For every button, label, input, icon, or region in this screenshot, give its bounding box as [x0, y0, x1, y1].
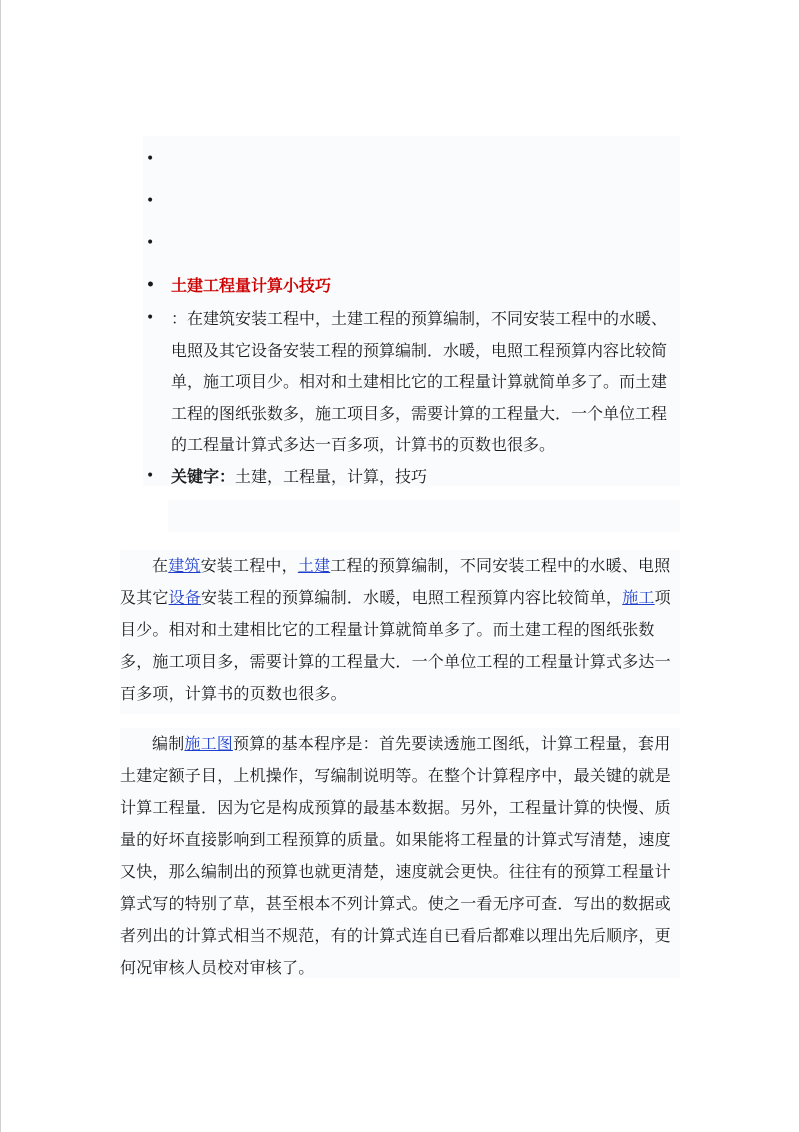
bullet-icon: •	[146, 310, 155, 326]
article-paragraph-2: 编制施工图预算的基本程序是：首先要读透施工图纸，计算工程量，套用土建定额子目，上机操作，写编制说明等。在整个计算程序中，最关键的就是计算工程量．因为它是构成预算的最基本数据。另外，工程量计算的快慢、质量的好坏直接影响到工程预算的质量。如果能将工程量的计算式写清楚，速度又快，那么编制出的预算也就更清楚，速度就会更快。往往有的预算工程量计算式写的特别了草，甚至根本不列计算式。使之一看无序可查．写出的数据或者列出的计算式相当不规范，有的计算式连自已看后都难以理出先后顺序，更何况审核人员校对审核了。	[120, 728, 680, 978]
link-jianzhu[interactable]: 建筑	[168, 556, 201, 575]
summary-strip	[168, 500, 680, 532]
link-tujian[interactable]: 土建	[297, 556, 331, 575]
list-item	[143, 228, 680, 270]
summary-list	[143, 144, 680, 492]
bullet-icon: •	[146, 151, 155, 167]
keywords-value: 土建，工程量，计算，技巧	[235, 466, 428, 486]
link-shebei[interactable]: 设备	[168, 588, 202, 607]
bullet-icon: •	[146, 235, 155, 251]
bullet-icon: •	[146, 467, 155, 484]
link-shigong[interactable]: 施工	[622, 588, 655, 607]
keywords-label: 关键字：	[171, 466, 236, 486]
list-item	[143, 186, 680, 228]
page-edge-left	[0, 0, 1, 1132]
title-text: 土建工程量计算小技巧	[171, 276, 332, 295]
keywords	[143, 461, 680, 492]
article-paragraph-1: 在建筑安装工程中，土建工程的预算编制，不同安装工程中的水暖、电照及其它设备安装工程的预算编制．水暖，电照工程预算内容比较简单，施工项目少。相对和土建相比它的工程量计算就简单多了。而土建工程的图纸张数多，施工项目多，需要计算的工程量大．一个单位工程的工程量计算式多达一百多项，计算书的页数也很多。	[120, 550, 680, 714]
link-shigongtu[interactable]: 施工图	[184, 734, 234, 753]
list-item	[143, 144, 680, 186]
bullet-icon: •	[146, 193, 155, 209]
abstract-text: ：在建筑安装工程中，土建工程的预算编制，不同安装工程中的水暖、电照及其它设备安装工程的预算编制．水暖，电照工程预算内容比较简单，施工项目少。相对和土建相比它的工程量计算就简单多了。而土建工程的图纸张数多，施工项目多，需要计算的工程量大．一个单位工程的工程量计算式多达一百多项，计算书的页数也很多。	[171, 309, 668, 454]
bullet-icon: •	[146, 277, 155, 293]
abstract	[143, 303, 680, 461]
article-title	[143, 270, 680, 303]
